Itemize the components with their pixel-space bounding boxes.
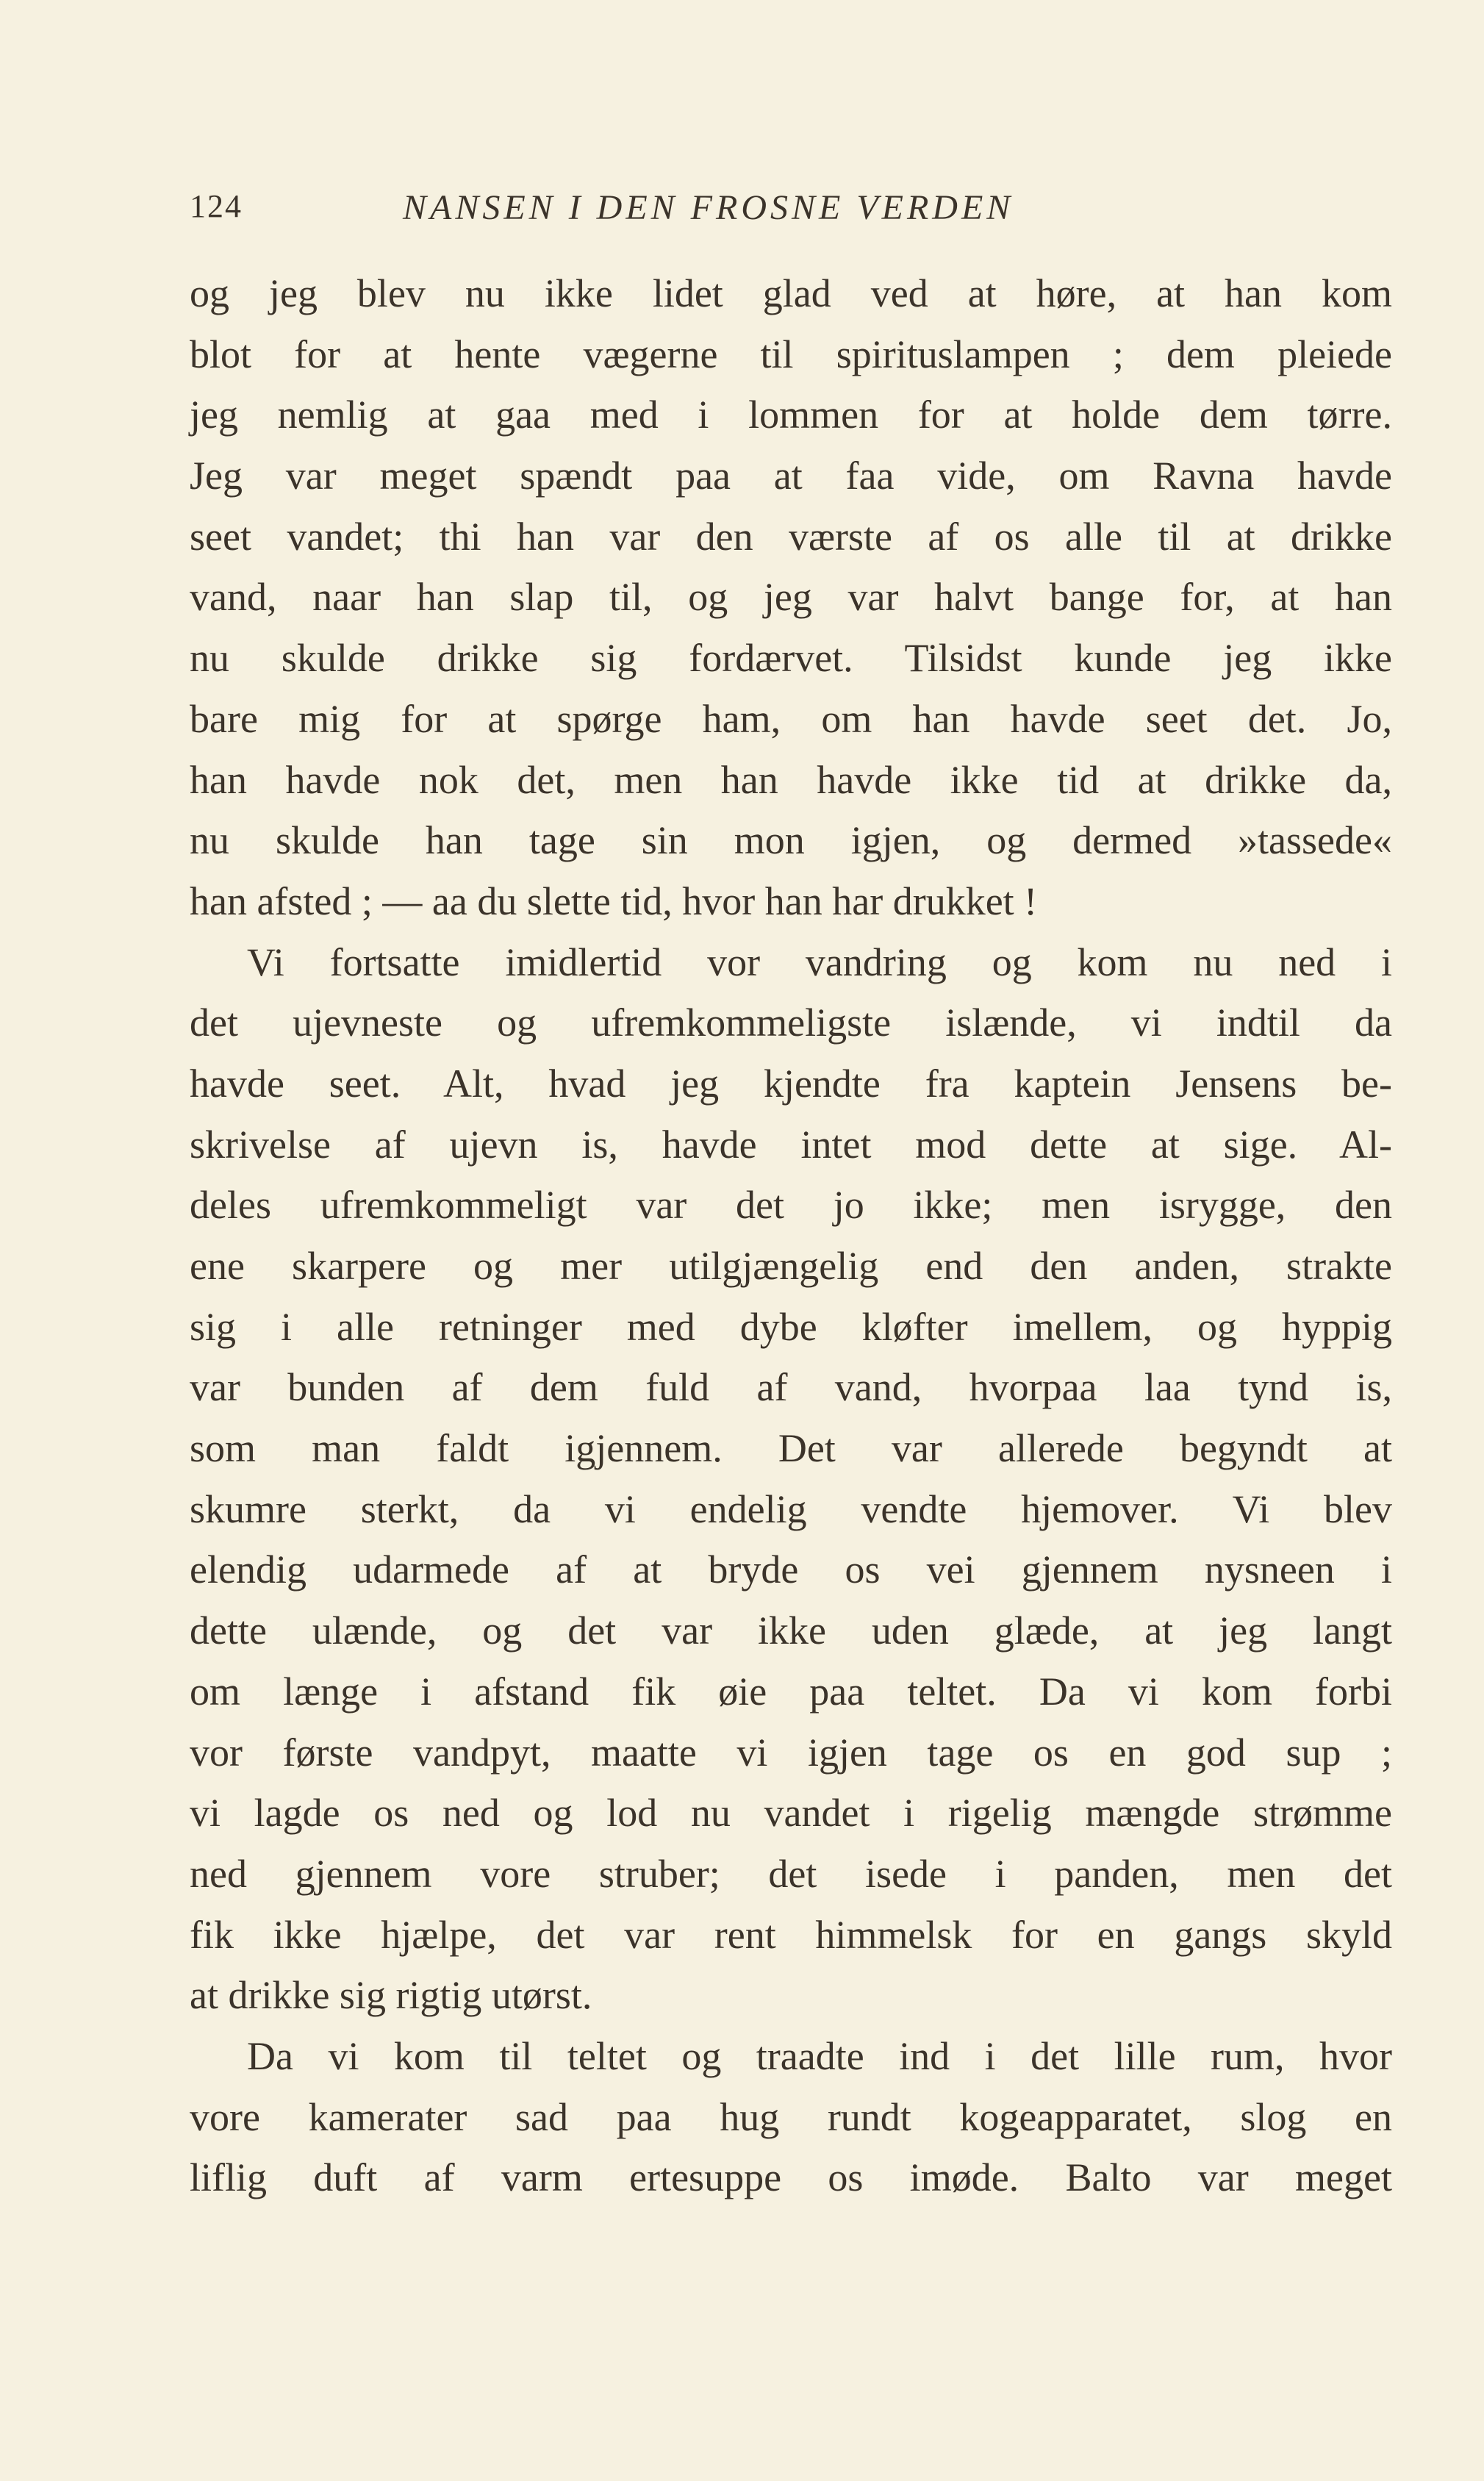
text-line: var bunden af dem fuld af vand, hvorpaa laa tynd is, xyxy=(190,1365,1392,1410)
text-line: vi lagde os ned og lod nu vandet i rigelig mængde strømme xyxy=(190,1791,1392,1836)
text-line: liflig duft af varm ertesuppe os imøde. Balto var meget xyxy=(190,2155,1392,2200)
text-line: deles ufremkommeligt var det jo ikke; men isrygge, den xyxy=(190,1183,1392,1228)
text-line: skrivelse af ujevn is, havde intet mod dette at sige. Al- xyxy=(190,1122,1392,1167)
text-line: han afsted ; — aa du slette tid, hvor han har drukket ! xyxy=(190,878,1038,923)
text-line: ene skarpere og mer utilgjængelig end den anden, strakte xyxy=(190,1244,1392,1288)
text-line: vand, naar han slap til, og jeg var halvt bange for, at han xyxy=(190,575,1392,620)
text-line: Jeg var meget spændt paa at faa vide, om Ravna havde xyxy=(190,454,1392,498)
text-line: det ujevneste og ufremkommeligste islænde, vi indtil da xyxy=(190,1000,1392,1045)
text-line: han havde nok det, men han havde ikke tid at drikke da, xyxy=(190,757,1392,802)
text-line: elendig udarmede af at bryde os vei gjennem nysneen i xyxy=(190,1547,1392,1592)
page-number: 124 xyxy=(190,188,243,224)
text-line: dette ulænde, og det var ikke uden glæde, at jeg langt xyxy=(190,1608,1392,1653)
text-line: skumre sterkt, da vi endelig vendte hjemover. Vi blev xyxy=(190,1486,1392,1531)
text-line: nu skulde drikke sig fordærvet. Tilsidst kunde jeg ikke xyxy=(190,636,1392,681)
text-line: jeg nemlig at gaa med i lommen for at holde dem tørre. xyxy=(190,393,1392,437)
text-line: fik ikke hjælpe, det var rent himmelsk for en gangs skyld xyxy=(190,1912,1392,1957)
text-line: om længe i afstand fik øie paa teltet. Da vi kom forbi xyxy=(190,1669,1392,1714)
text-line: at drikke sig rigtig utørst. xyxy=(190,1973,592,2018)
text-line: sig i alle retninger med dybe kløfter imellem, og hyppig xyxy=(190,1304,1392,1349)
text-line: som man faldt igjennem. Det var allerede begyndt at xyxy=(190,1426,1392,1471)
text-line: Da vi kom til teltet og traadte ind i det lille rum, hvor xyxy=(247,2033,1392,2078)
running-title: NANSEN I DEN FROSNE VERDEN xyxy=(403,188,1014,227)
running-head xyxy=(190,187,1392,239)
text-line: blot for at hente vægerne til spirituslampen ; dem pleiede xyxy=(190,332,1392,376)
text-line: og jeg blev nu ikke lidet glad ved at høre, at han kom xyxy=(190,271,1392,315)
text-line: Vi fortsatte imidlertid vor vandring og kom nu ned i xyxy=(247,939,1392,984)
text-line: seet vandet; thi han var den værste af os alle til at drikke xyxy=(190,514,1392,559)
text-line: bare mig for at spørge ham, om han havde seet det. Jo, xyxy=(190,696,1392,741)
text-line: vore kamerater sad paa hug rundt kogeapparatet, slog en xyxy=(190,2094,1392,2139)
text-line: havde seet. Alt, hvad jeg kjendte fra kaptein Jensens be- xyxy=(190,1061,1392,1106)
text-line: vor første vandpyt, maatte vi igjen tage os en god sup ; xyxy=(190,1730,1392,1775)
text-line: ned gjennem vore struber; det isede i panden, men det xyxy=(190,1851,1392,1896)
text-line: nu skulde han tage sin mon igjen, og dermed »tassede« xyxy=(190,818,1392,863)
body-text xyxy=(190,263,1392,2208)
